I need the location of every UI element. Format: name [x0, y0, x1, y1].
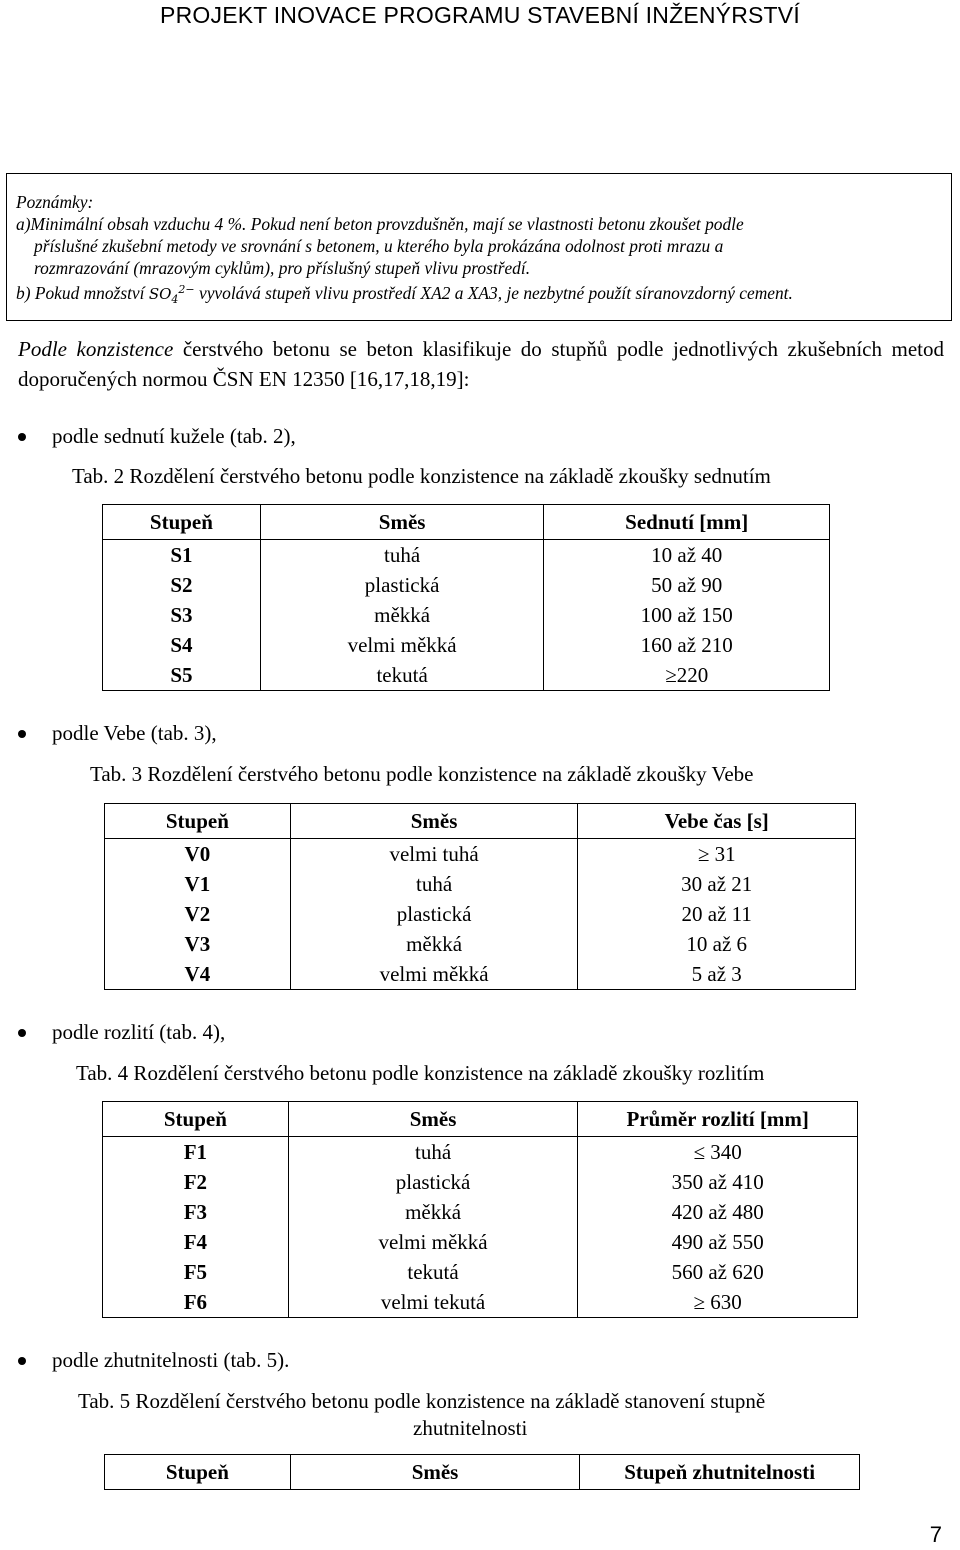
- table-header-row: Stupeň Směs Stupeň zhutnitelnosti: [105, 1455, 860, 1490]
- note-b: [16, 279, 951, 311]
- page-number: 7: [929, 1522, 942, 1547]
- table-row: S3 měkká 100 až 150: [103, 600, 830, 630]
- note-b-suffix: vyvolává stupeň vlivu prostředí XA2 a XA3, je nezbytné použít síranovzdorný cement.: [194, 283, 793, 303]
- table-slump: [102, 504, 830, 691]
- table-row: F1 tuhá ≤ 340: [103, 1137, 858, 1168]
- page-header-title: PROJEKT INOVACE PROGRAMU STAVEBNÍ INŽENÝRSTVÍ: [160, 2, 800, 28]
- table-row: S5 tekutá ≥220: [103, 660, 830, 691]
- note-a-line-1: a)Minimální obsah vzduchu 4 %. Pokud není beton provzdušněn, mají se vlastnosti betonu zkoušet podle: [16, 214, 744, 234]
- table-row: V4 velmi měkká 5 až 3: [105, 959, 856, 990]
- bullet-icon: [18, 1029, 26, 1037]
- bullet-icon: [18, 433, 26, 441]
- sulfate-formula: $SO_4^{2-}$: [148, 283, 195, 306]
- table-row: V3 měkká 10 až 6: [105, 929, 856, 959]
- notes-box: [6, 173, 952, 321]
- table-row: S2 plastická 50 až 90: [103, 570, 830, 600]
- table-row: F4 velmi měkká 490 až 550: [103, 1227, 858, 1257]
- table-row: S1 tuhá 10 až 40: [103, 540, 830, 571]
- table-caption: Tab. 4 Rozdělení čerstvého betonu podle konzistence na základě zkoušky rozlitím: [76, 1061, 765, 1085]
- notes-label: Poznámky:: [16, 192, 94, 212]
- table-row: F5 tekutá 560 až 620: [103, 1257, 858, 1287]
- table-row: S4 velmi měkká 160 až 210: [103, 630, 830, 660]
- table-row: V0 velmi tuhá ≥ 31: [105, 839, 856, 870]
- bullet-icon: [18, 1357, 26, 1365]
- intro-lead: Podle konzistence: [18, 337, 174, 361]
- table-header-row: Stupeň Směs Vebe čas [s]: [105, 804, 856, 839]
- table-flow: [102, 1101, 858, 1318]
- intro-rest: čerstvého betonu se beton klasifikuje do stupňů podle jednotlivých zkušebních metod doporučených normou ČSN EN 12350 [16,17,18,19]:: [18, 337, 944, 391]
- table-row: F2 plastická 350 až 410: [103, 1167, 858, 1197]
- table-caption-line-2: zhutnitelnosti: [413, 1416, 528, 1440]
- table-header-row: Stupeň Směs Průměr rozlití [mm]: [103, 1102, 858, 1137]
- table-row: V2 plastická 20 až 11: [105, 899, 856, 929]
- intro-paragraph: [18, 334, 944, 394]
- bullet-icon: [18, 730, 26, 738]
- note-a-line-2: příslušné zkušební metody ve srovnání s betonem, u kterého byla prokázána odolnost proti mrazu a: [34, 236, 724, 256]
- table-header-row: Stupeň Směs Sednutí [mm]: [103, 505, 830, 540]
- table-row: F3 měkká 420 až 480: [103, 1197, 858, 1227]
- table-row: V1 tuhá 30 až 21: [105, 869, 856, 899]
- note-a-line-3: rozmrazování (mrazovým cyklům), pro příslušný stupeň vlivu prostředí.: [34, 258, 531, 278]
- table-compaction: [104, 1454, 860, 1490]
- table-caption: Tab. 5 Rozdělení čerstvého betonu podle konzistence na základě stanovení stupně: [78, 1389, 766, 1413]
- table-caption: Tab. 2 Rozdělení čerstvého betonu podle konzistence na základě zkoušky sednutím: [72, 464, 771, 488]
- note-b-prefix: b) Pokud množství: [16, 283, 149, 303]
- table-row: F6 velmi tekutá ≥ 630: [103, 1287, 858, 1318]
- table-vebe: [104, 803, 856, 990]
- table-caption: Tab. 3 Rozdělení čerstvého betonu podle konzistence na základě zkoušky Vebe: [90, 762, 754, 786]
